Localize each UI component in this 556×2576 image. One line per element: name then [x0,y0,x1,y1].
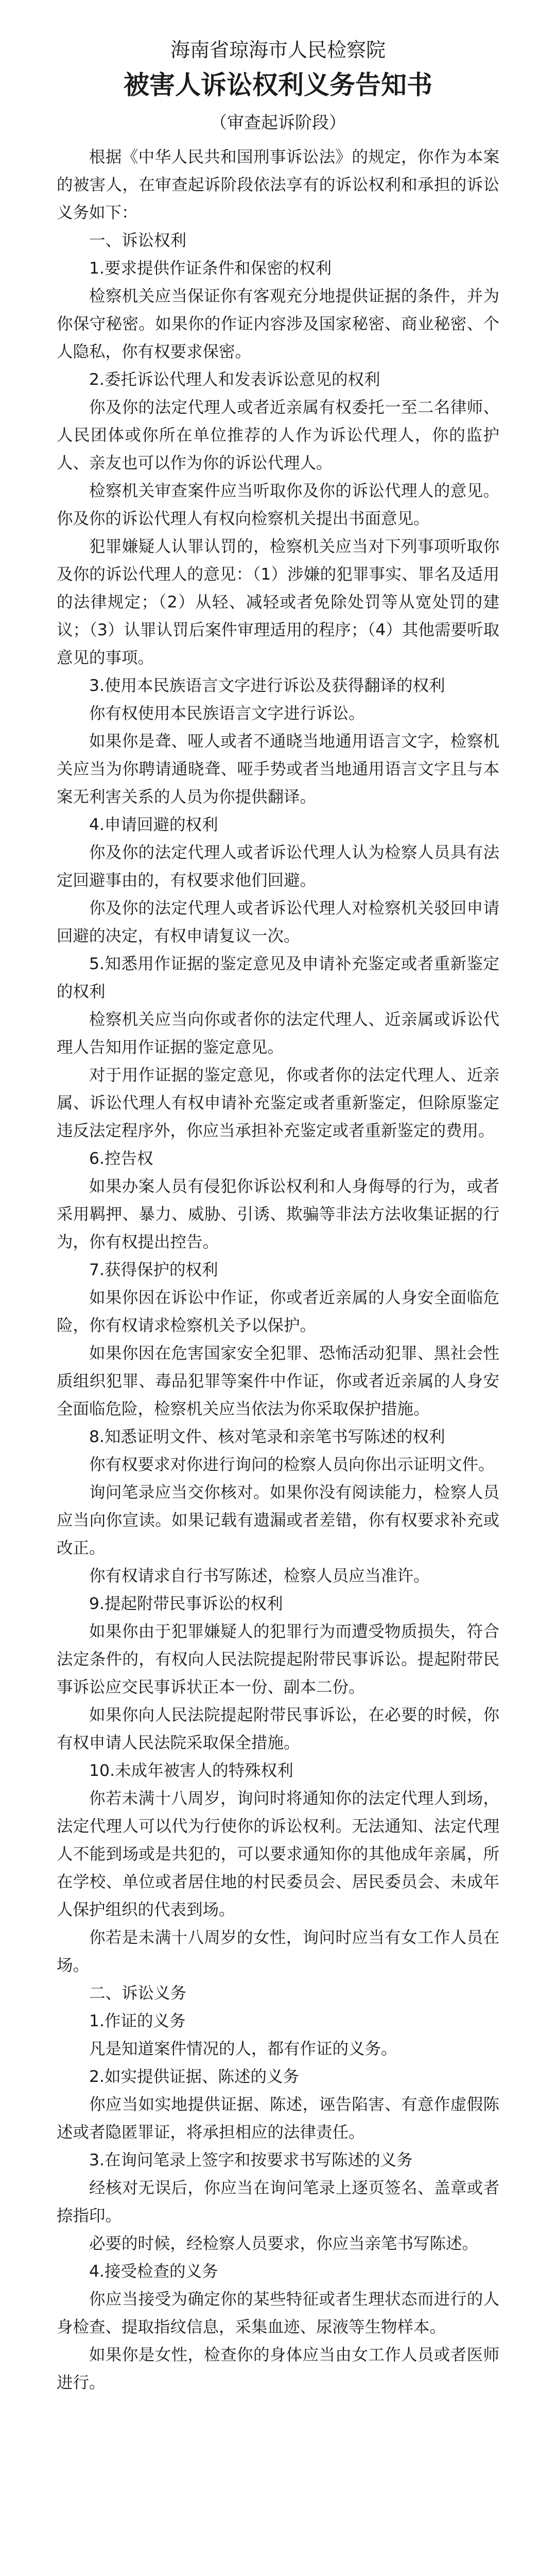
body-paragraph: 你应当如实地提供证据、陈述，诬告陷害、有意作虚假陈述或者隐匿罪证，将承担相应的法律责任。 [57,2095,499,2142]
section-heading: 一、诉讼权利 [89,231,187,250]
body-paragraph: 根据《中华人民共和国刑事诉讼法》的规定，你作为本案的被害人，在审查起诉阶段依法享有的诉讼权利和承担的诉讼义务如下： [57,148,499,222]
body-paragraph: 你若是未满十八周岁的女性，询问时应当有女工作人员在场。 [57,1928,499,1975]
body-paragraph: 询问笔录应当交你核对。如果你没有阅读能力，检察人员应当向你宣读。如果记载有遗漏或者差错，你有权要求补充或改正。 [57,1483,499,1557]
section-heading: 2.如实提供证据、陈述的义务 [89,2067,300,2086]
body-paragraph: 对于用作证据的鉴定意见，你或者你的法定代理人、近亲属、诉讼代理人有权申请补充鉴定或者重新鉴定，但除原鉴定违反法定程序外，你应当承担补充鉴定或者重新鉴定的费用。 [57,1066,499,1140]
body-paragraph: 如果你是女性，检查你的身体应当由女工作人员或者医师进行。 [57,2346,499,2392]
body-paragraph: 你有权使用本民族语言文字进行诉讼。 [89,704,365,723]
section-heading: 1.要求提供作证条件和保密的权利 [89,259,332,278]
section-heading: 9.提起附带民事诉讼的权利 [89,1595,283,1613]
section-heading: 2.委托诉讼代理人和发表诉讼意见的权利 [89,370,380,389]
body-paragraph: 检察机关审查案件应当听取你及你的诉讼代理人的意见。你及你的诉讼代理人有权向检察机关提出书面意见。 [57,482,499,528]
body-paragraph: 如果你是聋、哑人或者不通晓当地通用语言文字，检察机关应当为你聘请通晓聋、哑手势或者当地通用语言文字且与本案无利害关系的人员为你提供翻译。 [57,732,499,806]
body-paragraph: 经核对无误后，你应当在询问笔录上逐页签名、盖章或者捺指印。 [57,2179,499,2225]
body-paragraph: 你有权请求自行书写陈述，检察人员应当准许。 [89,1567,430,1585]
body-paragraph: 检察机关应当向你或者你的法定代理人、近亲属或诉讼代理人告知用作证据的鉴定意见。 [57,1010,499,1057]
body-paragraph: 你应当接受为确定你的某些特征或者生理状态而进行的人身检查、提取指纹信息，采集血迹、尿液等生物样本。 [57,2290,499,2336]
body-paragraph: 如果你因在危害国家安全犯罪、恐怖活动犯罪、黑社会性质组织犯罪、毒品犯罪等案件中作证，你或者近亲属的人身安全面临危险，检察机关应当依法为你采取保护措施。 [57,1344,499,1418]
document-title: 被害人诉讼权利义务告知书 [124,70,432,100]
body-paragraph: 凡是知道案件情况的人，都有作证的义务。 [89,2040,397,2058]
section-heading: 3.使用本民族语言文字进行诉讼及获得翻译的权利 [89,676,445,695]
body-paragraph: 必要的时候，经检察人员要求，你应当亲笔书写陈述。 [89,2234,479,2253]
section-heading: 7.获得保护的权利 [89,1261,218,1279]
section-heading: 1.作证的义务 [89,2012,186,2030]
stage-subtitle: （审查起诉阶段） [210,112,346,132]
section-heading: 3.在询问笔录上签字和按要求书写陈述的义务 [89,2151,413,2170]
body-paragraph: 你若未满十八周岁，询问时将通知你的法定代理人到场，法定代理人可以代为行使你的诉讼权利。无法通知、法定代理人不能到场或是共犯的，可以要求通知你的其他成年亲属，所在学校、单位或者居住地的村民委员会、居民委员会、未成年人保护组织的代表到场。 [57,1789,499,1919]
body-paragraph: 检察机关应当保证你有客观充分地提供证据的条件，并为你保守秘密。如果你的作证内容涉及国家秘密、商业秘密、个人隐私，你有权要求保密。 [57,287,499,361]
body-paragraph: 犯罪嫌疑人认罪认罚的，检察机关应当对下列事项听取你及你的诉讼代理人的意见：（1）涉嫌的犯罪事实、罪名及适用的法律规定；（2）从轻、减轻或者免除处罚等从宽处罚的建议；（3）认罪认罚后案件审理适用的程序；（4）其他需要听取意见的事项。 [57,537,499,667]
body-paragraph: 你有权要求对你进行询问的检察人员向你出示证明文件。 [89,1455,495,1474]
section-heading: 10.未成年被害人的特殊权利 [89,1761,293,1780]
section-heading: 5.知悉用作证据的鉴定意见及申请补充鉴定或者重新鉴定的权利 [57,955,499,1001]
section-heading: 6.控告权 [89,1149,153,1168]
body-paragraph: 如果你由于犯罪嫌疑人的犯罪行为而遭受物质损失，符合法定条件的，有权向人民法院提起附带民事诉讼。提起附带民事诉讼应交民事诉状正本一份、副本二份。 [57,1622,499,1697]
body-paragraph: 如果你向人民法院提起附带民事诉讼，在必要的时候，你有权申请人民法院采取保全措施。 [57,1706,499,1752]
document-body [57,143,499,2397]
section-heading: 4.申请回避的权利 [89,816,218,834]
section-heading: 二、诉讼义务 [89,1984,187,2003]
body-paragraph: 你及你的法定代理人或者近亲属有权委托一至二名律师、人民团体或你所在单位推荐的人作为诉讼代理人，你的监护人、亲友也可以作为你的诉讼代理人。 [57,398,499,472]
organization-title: 海南省琼海市人民检察院 [170,39,386,61]
body-paragraph: 你及你的法定代理人或者诉讼代理人认为检察人员具有法定回避事由的，有权要求他们回避。 [57,843,499,890]
section-heading: 4.接受检查的义务 [89,2262,218,2281]
body-paragraph: 你及你的法定代理人或者诉讼代理人对检察机关驳回申请回避的决定，有权申请复议一次。 [57,899,499,945]
body-paragraph: 如果办案人员有侵犯你诉讼权利和人身侮辱的行为，或者采用羁押、暴力、威胁、引诱、欺骗等非法方法收集证据的行为，你有权提出控告。 [57,1177,499,1251]
body-paragraph: 如果你因在诉讼中作证，你或者近亲属的人身安全面临危险，你有权请求检察机关予以保护。 [57,1289,499,1335]
section-heading: 8.知悉证明文件、核对笔录和亲笔书写陈述的权利 [89,1428,445,1446]
